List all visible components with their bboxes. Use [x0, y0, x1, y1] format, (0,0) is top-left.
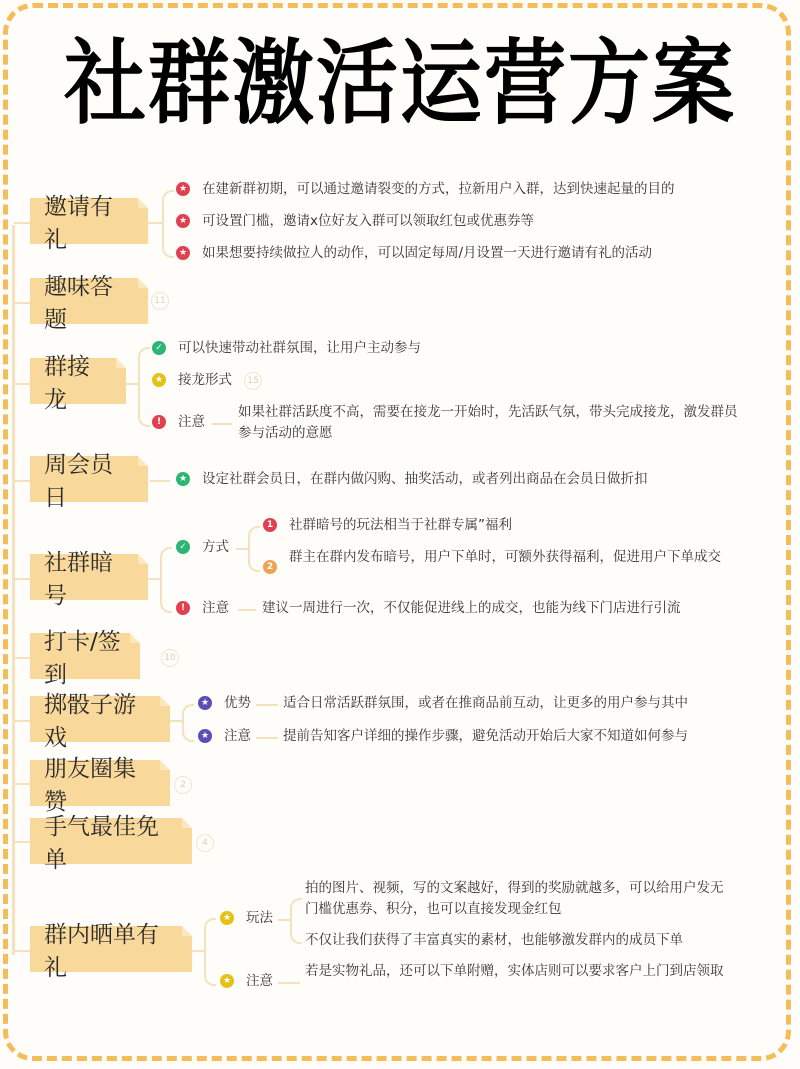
connector: [256, 737, 278, 739]
page-title: 社群激活运营方案: [63, 31, 736, 138]
list-item: ★ 接龙形式: [152, 370, 232, 391]
node-weekly-member-day[interactable]: [30, 452, 148, 511]
connector: [150, 480, 170, 482]
star-icon: ★: [176, 182, 190, 196]
star-icon: ★: [152, 373, 166, 387]
star-icon: ★: [176, 472, 190, 486]
node-dice-game[interactable]: [30, 692, 170, 751]
list-item: ★ 玩法: [220, 908, 273, 929]
star-icon: ★: [176, 246, 190, 260]
connector: [278, 982, 300, 984]
node-checkin[interactable]: [30, 629, 140, 688]
list-item: ★ 设定社群会员日，在群内做闪购、抽奖活动，或者列出商品在会员日做折扣: [176, 469, 648, 490]
brace-connector: [160, 547, 172, 613]
list-item: 1 社群暗号的玩法相当于社群专属”福利: [263, 515, 512, 536]
number-one-icon: 1: [263, 518, 277, 532]
brace-connector: [162, 190, 174, 258]
connector: [14, 383, 31, 385]
list-item: ★ 在建新群初期，可以通过邀请裂变的方式，拉新用户入群，达到快速起量的目的: [176, 179, 675, 200]
list-item-text: 适合日常活跃群氛围，或者在推商品前互动，让更多的用户参与其中: [283, 695, 688, 711]
check-icon: ✓: [152, 341, 166, 355]
connector: [14, 657, 31, 659]
node-share-order-reward[interactable]: [30, 922, 192, 981]
list-item: ! 注意: [152, 412, 205, 433]
mindmap-spine: [12, 225, 15, 955]
connector: [278, 919, 290, 921]
node-invite-reward[interactable]: [30, 194, 148, 253]
node-label: 社群暗号: [44, 550, 113, 609]
number-two-icon: 2: [263, 560, 277, 574]
list-item-text: 不仅让我们获得了丰富真实的素材，也能够激发群内的成员下单: [305, 932, 683, 948]
collapsed-count-badge[interactable]: 2: [174, 776, 192, 794]
connector: [14, 222, 31, 224]
brace-connector: [290, 898, 302, 944]
node-label: 打卡/签到: [44, 629, 121, 688]
connector: [14, 950, 31, 952]
list-item: ★ 可设置门槛，邀请x位好友入群可以领取红包或优惠券等: [176, 211, 534, 232]
list-item-text: 提前告知客户详细的操作步骤，避免活动开始后大家不知道如何参与: [283, 728, 688, 744]
node-label: 周会员日: [44, 452, 113, 511]
list-item: 2 群主在群内发布暗号，用户下单时，可额外获得福利，促进用户下单成交: [263, 547, 733, 574]
collapsed-count-badge[interactable]: 15: [244, 372, 262, 390]
connector: [14, 480, 31, 482]
connector: [192, 950, 204, 952]
brace-connector: [248, 526, 260, 572]
collapsed-count-badge[interactable]: 10: [161, 649, 179, 667]
connector: [238, 609, 256, 611]
list-item: ★ 优势: [198, 693, 251, 714]
list-item-text: 拍的图片、视频，写的文案越好，得到的奖励就越多，可以给用户发无门槛优惠券、积分，也可以直接发现金红包: [305, 880, 724, 917]
star-icon: ★: [220, 911, 234, 925]
node-community-code[interactable]: [30, 550, 148, 609]
star-icon: ★: [198, 696, 212, 710]
list-item-text: 若是实物礼品，还可以下单附赠，实体店则可以要求客户上门到店领取: [305, 963, 724, 979]
list-item-text: 如果社群活跃度不高，需要在接龙一开始时，先活跃气氛，带头完成接龙，激发群员参与活动的意愿: [238, 404, 738, 441]
connector: [14, 841, 31, 843]
connector: [14, 302, 31, 304]
node-label: 手气最佳免单: [44, 814, 159, 873]
connector: [170, 720, 182, 722]
star-icon: ★: [176, 214, 190, 228]
brace-connector: [182, 704, 194, 742]
connector: [236, 548, 248, 550]
list-item: ★ 如果想要持续做拉人的动作，可以固定每周/月设置一天进行邀请有礼的活动: [176, 243, 652, 264]
check-icon: ✓: [176, 540, 190, 554]
brace-connector: [138, 347, 150, 427]
star-icon: ★: [220, 974, 234, 988]
connector: [14, 578, 31, 580]
connector: [212, 423, 232, 425]
node-fun-quiz[interactable]: [30, 274, 148, 333]
collapsed-count-badge[interactable]: 4: [196, 834, 214, 852]
star-icon: ★: [198, 729, 212, 743]
exclamation-icon: !: [152, 415, 166, 429]
connector: [256, 704, 278, 706]
list-item: ! 注意: [176, 598, 229, 619]
node-label: 群接龙: [44, 354, 90, 413]
node-moments-likes[interactable]: [30, 756, 170, 815]
connector: [14, 783, 31, 785]
exclamation-icon: !: [176, 601, 190, 615]
connector: [14, 720, 31, 722]
connector: [148, 222, 162, 224]
node-best-luck-free[interactable]: [30, 814, 192, 873]
list-item: ★ 注意: [220, 971, 273, 992]
list-item: ✓ 方式: [176, 537, 229, 558]
list-item: ✓ 可以快速带动社群氛围，让用户主动参与: [152, 338, 421, 359]
list-item: ★ 注意: [198, 726, 251, 747]
node-label: 趣味答题: [44, 274, 113, 333]
node-label: 邀请有礼: [44, 194, 113, 253]
node-group-relay[interactable]: [30, 354, 126, 413]
node-label: 朋友圈集赞: [44, 756, 136, 815]
brace-connector: [204, 918, 216, 986]
list-item-text: 建议一周进行一次，不仅能促进线上的成交，也能为线下门店进行引流: [262, 600, 681, 616]
node-label: 群内晒单有礼: [44, 922, 159, 981]
node-label: 掷骰子游戏: [44, 692, 136, 751]
collapsed-count-badge[interactable]: 11: [151, 292, 169, 310]
